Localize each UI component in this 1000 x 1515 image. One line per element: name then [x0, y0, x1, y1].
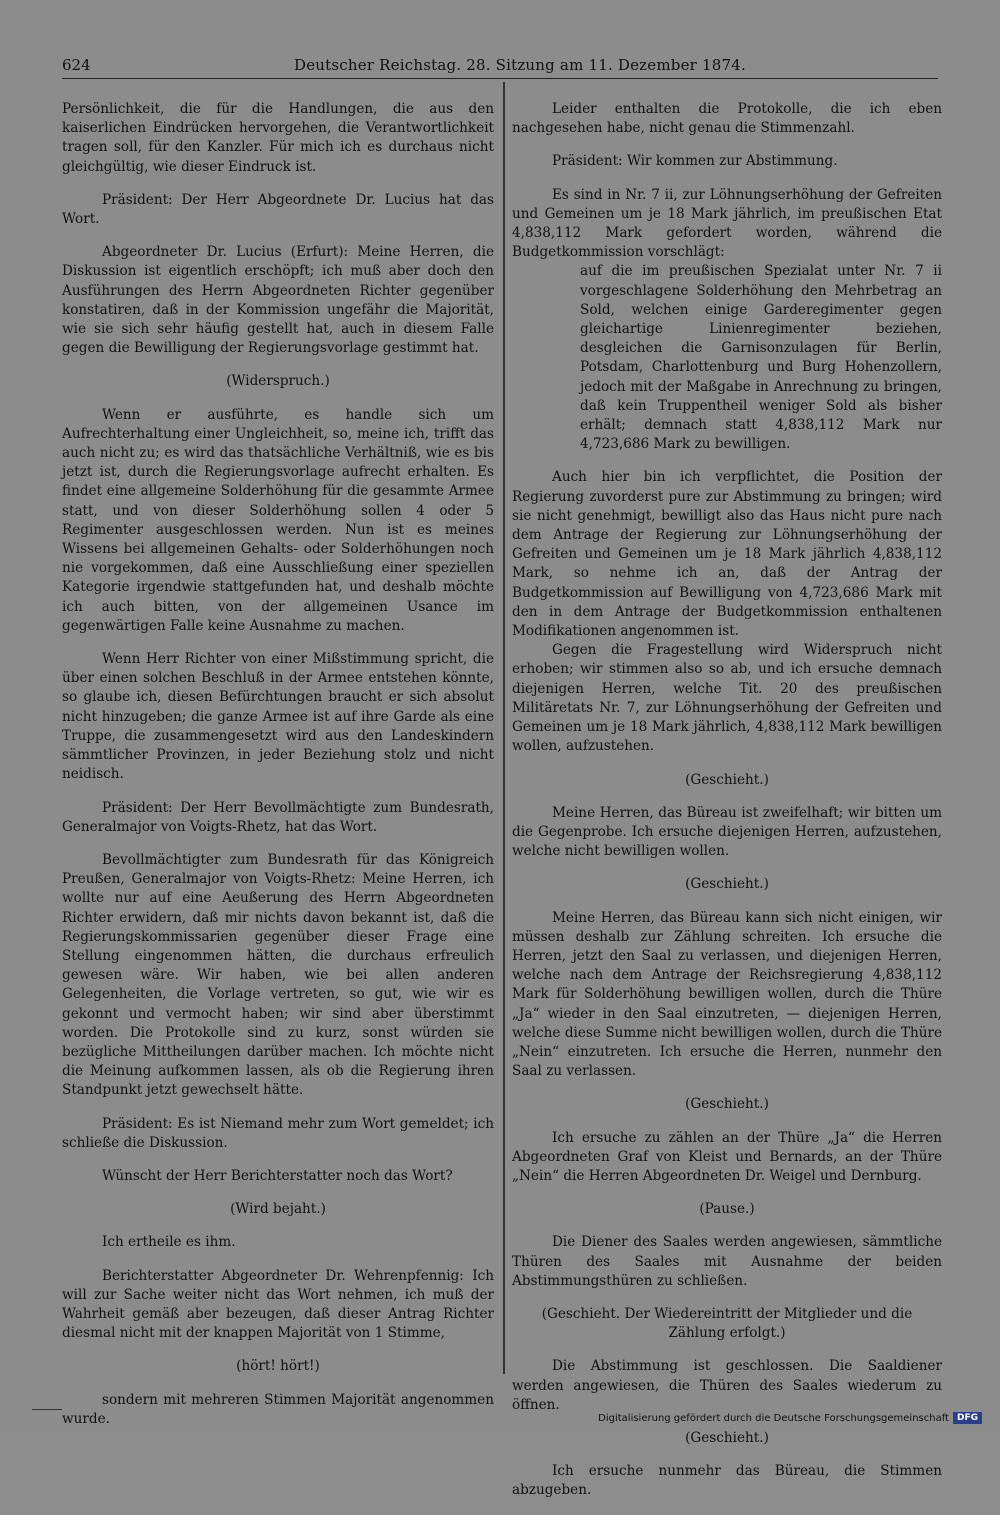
stage-direction: (Wird bejaht.): [230, 1201, 326, 1218]
stage-direction: (Widerspruch.): [226, 373, 330, 390]
funding-note: Digitalisierung gefördert durch die Deutsche Forschungsgemeinschaft: [598, 1412, 949, 1424]
paragraph: Es sind in Nr. 7 ii, zur Löhnungserhöhung der Gefreiten und Gemeinen um je 18 Mark jährlich, im preußischen Etat 4,838,112 Mark gefordert worden, während die Budgetkommission vorschlägt:: [512, 186, 942, 261]
running-title: Deutscher Reichstag. 28. Sitzung am 11. Dezember 1874.: [294, 56, 746, 74]
paragraph: Meine Herren, das Büreau kann sich nicht einigen, wir müssen deshalb zur Zählung schreiten. Ich ersuche die Herren, jetzt den Saal zu verlassen, und diejenigen Herren, welche nach dem Antrage der Reichsregierung 4,838,112 Mark für Solderhöhung bewilligen wollen, durch die Thüre „Ja“ wieder in den Saal einzutreten, — diejenigen Herren, welche diese Summe nicht bewilligen wollen, durch die Thüre „Nein“ einzutreten. Ich ersuche die Herren, nunmehr den Saal zu verlassen.: [512, 909, 942, 1080]
paragraph: Wünscht der Herr Berichterstatter noch das Wort?: [102, 1167, 453, 1184]
footer-rule-left: [32, 1409, 62, 1410]
paragraph: Berichterstatter Abgeordneter Dr. Wehrenpfennig: Ich will zur Sache weiter nicht das Wort nehmen, ich muß der Wahrheit gemäß aber bezeugen, daß dieser Antrag Richter diesmal nicht mit der knappen Majorität von 1 Stimme,: [62, 1267, 494, 1342]
paragraph: Wenn Herr Richter von einer Mißstimmung spricht, die über einen solchen Beschluß in der Armee entstehen könnte, so glaube ich, diesen Befürchtungen braucht er sich absolut nicht hinzugeben; die ganze Armee ist auf ihre Garde als eine Truppe, die zusammengesetzt wird aus den Landeskindern sämmtlicher Provinzen, in jeder Beziehung stolz und nicht neidisch.: [62, 651, 494, 783]
stage-direction: (hört! hört!): [236, 1358, 320, 1375]
stage-direction: (Geschieht.): [685, 1429, 769, 1446]
stage-direction: (Geschieht.): [685, 771, 769, 788]
paragraph: Auch hier bin ich verpflichtet, die Position der Regierung zuvorderst pure zur Abstimmung zu bringen; wird sie nicht genehmigt, bewilligt also das Haus nicht pure nach dem Antrage der Regierung zur Löhnungserhöhung der Gefreiten und Gemeinen um je 18 Mark jährlich 4,838,112 Mark, so nehme ich an, daß der Antrag der Budgetkommission auf Bewilligung von 4,723,686 Mark mit den in dem Antrage der Budgetkommission enthaltenen Modifikationen angenommen ist.: [512, 469, 942, 640]
stage-direction: (Geschieht.): [685, 876, 769, 893]
paragraph: Präsident: Der Herr Bevollmächtigte zum Bundesrath, Generalmajor von Voigts-Rhetz, hat das Wort.: [62, 799, 494, 835]
paragraph: Ich ertheile es ihm.: [102, 1234, 236, 1251]
stage-direction: (Geschieht. Der Wiedereintritt der Mitglieder und die Zählung erfolgt.): [541, 1305, 913, 1342]
paragraph: Leider enthalten die Protokolle, die ich eben nachgesehen habe, nicht genau die Stimmenzahl.: [512, 101, 942, 137]
paragraph: sondern mit mehreren Stimmen Majorität angenommen wurde.: [62, 1391, 494, 1427]
paragraph: Präsident: Wir kommen zur Abstimmung.: [552, 153, 838, 170]
dfg-logo: DFG: [953, 1412, 982, 1424]
paragraph: Ich ersuche nunmehr das Büreau, die Stimmen abzugeben.: [512, 1463, 942, 1499]
motion-text: auf die im preußischen Spezialat unter Nr. 7 ii vorgeschlagene Solderhöhung den Mehrbetrag an Sold, welchen einige Garderegimenter gegen gleichartige Linienregimenter beziehen, desgleichen die Garnisonzulagen für Berlin, Potsdam, Charlottenburg und Burg Hohenzollern, jedoch mit der Maßgabe in Anrechnung zu bringen, daß kein Truppentheil weniger Sold als bisher erhält; demnach statt 4,838,112 Mark nur 4,723,686 Mark zu bewilligen.: [580, 263, 942, 453]
paragraph: Meine Herren, das Büreau ist zweifelhaft; wir bitten um die Gegenprobe. Ich ersuche diejenigen Herren, aufzustehen, welche nicht bewilligen wollen.: [512, 804, 942, 860]
right-column: [512, 100, 942, 1515]
column-divider: [503, 82, 505, 1374]
paragraph: Gegen die Fragestellung wird Widerspruch nicht erhoben; wir stimmen also so ab, und ich ersuche demnach diejenigen Herren, welche Tit. 20 des preußischen Militäretats Nr. 7, zur Löhnungserhöhung der Gefreiten und Gemeinen um je 18 Mark jährlich, 4,838,112 Mark bewilligen wollen, aufzustehen.: [512, 642, 942, 755]
paragraph: Die Abstimmung ist geschlossen. Die Saaldiener werden angewiesen, die Thüren des Saales wiederum zu öffnen.: [512, 1358, 942, 1413]
paragraph: Bevollmächtigter zum Bundesrath für das Königreich Preußen, Generalmajor von Voigts-Rhetz: Meine Herren, ich wollte nur auf eine Aeußerung des Herrn Abgeordneten Richter erwidern, daß mir nichts davon bekannt ist, daß die Regierungskommissarien gegenüber dieser Frage eine Stellung eingenommen hätten, die durchaus erfreulich gewesen wäre. Wir haben, wie bei allen anderen Gelegenheiten, die Vorlage vertreten, so gut, wie wir es gekonnt und vermocht haben; wir sind aber überstimmt worden. Die Protokolle sind zu kurz, sonst würden sie bezügliche Mittheilungen darüber machen. Ich möchte nicht die Meinung aufkommen lassen, als ob die Regierung ihren Standpunkt jetzt gewechselt hätte.: [62, 851, 494, 1099]
paragraph: Präsident: Der Herr Abgeordnete Dr. Lucius hat das Wort.: [62, 191, 494, 228]
paragraph: Wenn er ausführte, es handle sich um Aufrechterhaltung einer Ungleichheit, so, meine ich, trifft das auch nicht zu; es wird das thatsächliche Verhältniß, wie es bis jetzt ist, durch die Regierungsvorlage aufrecht erhalten. Es findet eine allgemeine Solderhöhung für die gesammte Armee statt, und von dieser Solderhöhung sollen 4 oder 5 Regimenter ausgeschlossen werden. Nun ist es meines Wissens bei allgemeinen Gehalts- oder Solderhöhungen noch nie vorgekommen, daß eine Ausschließung einer speziellen Kategorie irgendwie stattgefunden hat, und deshalb möchte ich auch bitten, von der allgemeinen Usance im gegenwärtigen Falle keine Ausnahme zu machen.: [62, 406, 494, 634]
stage-direction: (Geschieht.): [685, 1096, 769, 1113]
paragraph: Die Diener des Saales werden angewiesen, sämmtliche Thüren des Saales mit Ausnahme der beiden Abstimmungsthüren zu schließen.: [512, 1234, 942, 1289]
paragraph: Präsident: Es ist Niemand mehr zum Wort gemeldet; ich schließe die Diskussion.: [62, 1115, 494, 1151]
footer: [598, 1412, 982, 1424]
stage-direction: (Pause.): [699, 1201, 755, 1218]
page-number: 624: [62, 56, 91, 74]
paragraph: Persönlichkeit, die für die Handlungen, die aus den kaiserlichen Eindrücken hervorgehen, die Verantwortlichkeit tragen soll, für den Kanzler. Für mich ich es durchaus nicht gleichgültig, wie dieser Eindruck ist.: [62, 101, 494, 175]
paragraph: Ich ersuche zu zählen an der Thüre „Ja“ die Herren Abgeordneten Graf von Kleist und Bernards, an der Thüre „Nein“ die Herren Abgeordneten Dr. Weigel und Dernburg.: [512, 1129, 942, 1184]
running-header: [62, 56, 938, 79]
paragraph: Abgeordneter Dr. Lucius (Erfurt): Meine Herren, die Diskussion ist eigentlich erschöpft; ich muß aber doch den Ausführungen des Herrn Abgeordneten Richter gegenüber konstatiren, daß in der Kommission ungefähr die Majorität, wie sie sich sehr häufig gestellt hat, auch in diesem Falle gegen die Bewilligung der Regierungsvorlage gestimmt hat.: [62, 244, 494, 357]
left-column: [62, 100, 494, 1443]
